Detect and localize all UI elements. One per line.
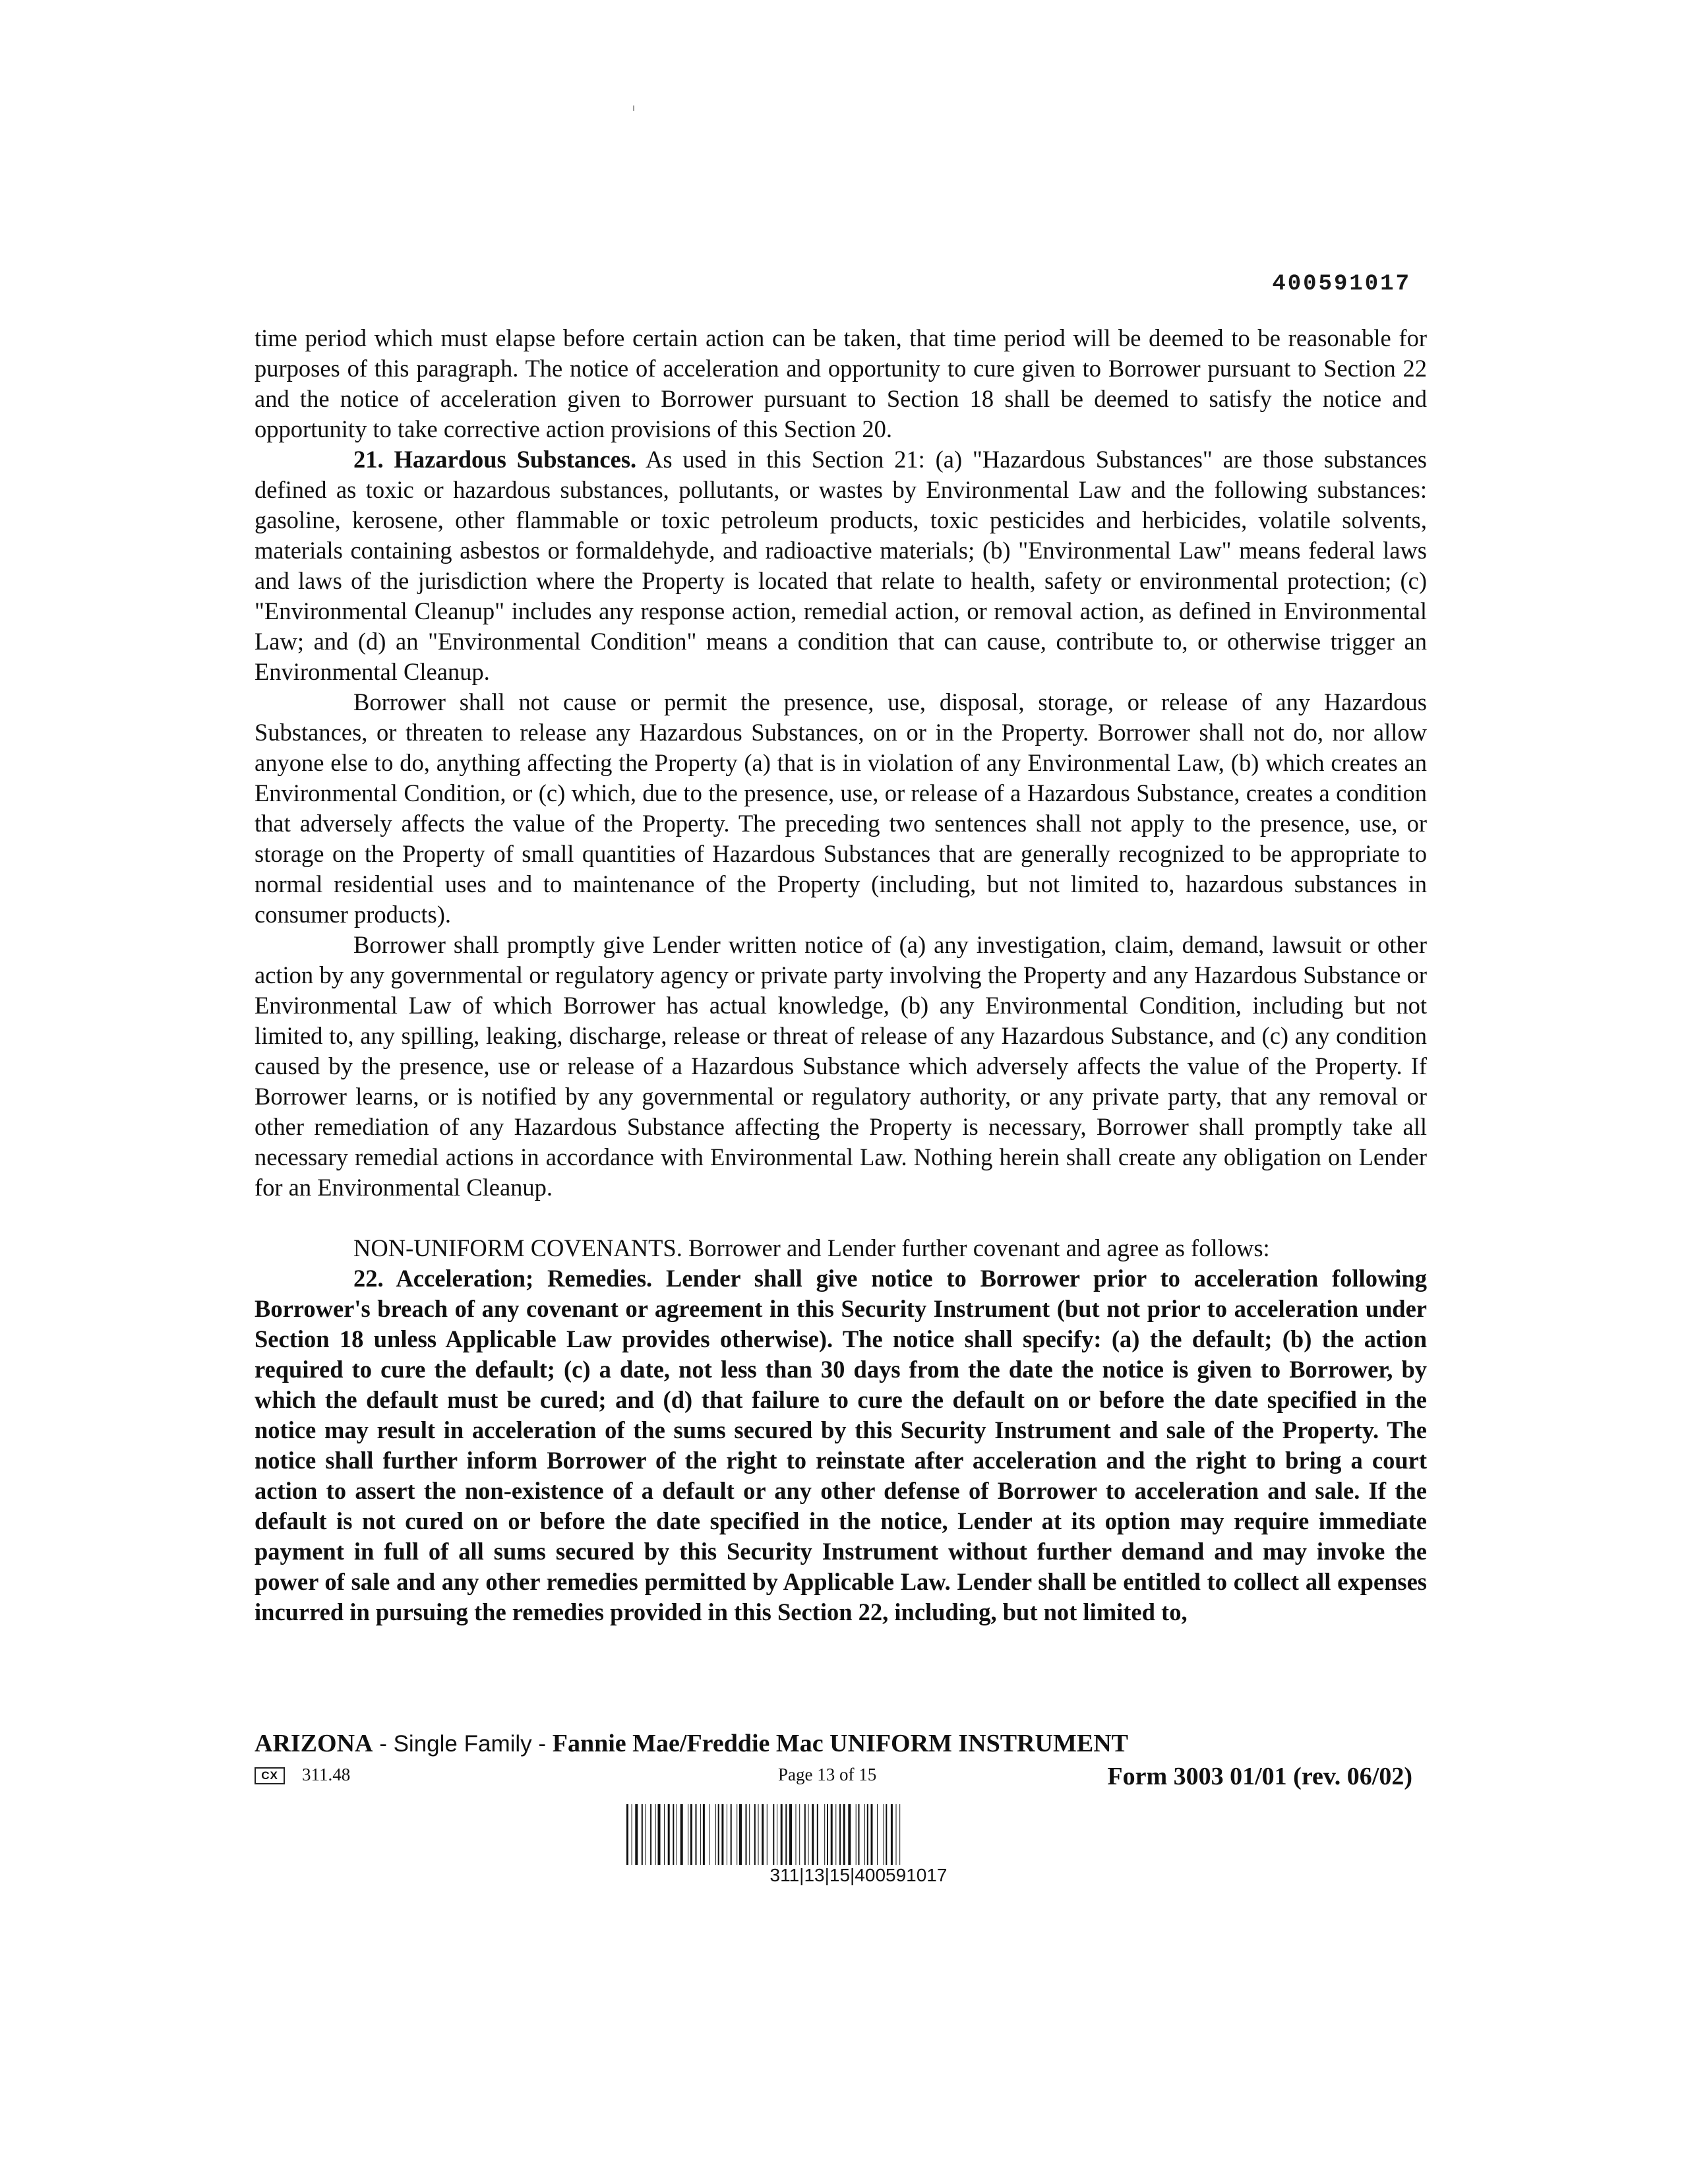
footer-page-number: Page 13 of 15 <box>778 1765 877 1784</box>
footer-separator: - <box>531 1731 553 1757</box>
barcode-bar <box>754 1804 756 1865</box>
footer-separator: - <box>373 1731 394 1757</box>
barcode-bar <box>700 1804 701 1865</box>
barcode-bar <box>673 1804 674 1865</box>
barcode-bar <box>835 1804 836 1865</box>
barcode-bar <box>749 1804 750 1865</box>
footer-form-code: 311.48 <box>302 1765 351 1784</box>
barcode-bar <box>718 1804 719 1865</box>
barcode-bar <box>871 1804 873 1865</box>
barcode-bar <box>655 1804 656 1865</box>
barcode-caption: 311|13|15|400591017 <box>769 1865 948 1885</box>
barcode-bar <box>739 1804 742 1865</box>
barcode-bar <box>746 1804 747 1865</box>
barcode-bar <box>799 1804 800 1865</box>
barcode-bar <box>731 1804 732 1865</box>
barcode-bar <box>817 1804 818 1865</box>
barcode-bar <box>789 1804 792 1865</box>
barcode-bar <box>896 1804 897 1865</box>
section-22-text: Lender shall give notice to Borrower prior to acceleration following Borrower's breach of any covenant or agreement in this Security Instrument (but not prior to acceleration under Section 18 unless Applicable Law provides otherwise). The notice shall specify: (a) the default; (b) the action required to cure the default; (c) a date, not less than 30 days from the date the notice is given to Borrower, by which the default must be cured; and (d) that failure to cure the default on or before the date specified in the notice may result in acceleration of the sums secured by this Security Instrument and sale of the Property. The notice shall further inform Borrower of the right to reinstate after acceleration and the right to bring a court action to assert the non-existence of a default or any other defense of Borrower to acceleration and sale. If the default is not cured on or before the date specified in the notice, Lender at its option may require immediate payment in full of all sums secured by this Security Instrument without further demand and may invoke the power of sale and any other remedies permitted by Applicable Law. Lender shall be entitled to collect all expenses incurred in pursuing the remedies provided in this Section 22, including, but not limited to, <box>255 1265 1427 1625</box>
barcode-bar <box>785 1804 787 1865</box>
barcode-bar <box>808 1804 809 1865</box>
barcode-bar <box>877 1804 878 1865</box>
barcode-bar <box>839 1804 841 1865</box>
scan-artifact <box>633 106 634 111</box>
section-22-heading: 22. Acceleration; Remedies. <box>353 1265 653 1292</box>
barcode-bar <box>690 1804 692 1865</box>
barcode-bar <box>626 1804 628 1865</box>
document-number: 400591017 <box>1272 272 1411 297</box>
barcode-bar <box>664 1804 665 1865</box>
barcode-bar <box>812 1804 814 1865</box>
barcode-bar <box>891 1804 893 1865</box>
footer-instrument-title <box>255 1729 1128 1758</box>
barcode-bar <box>696 1804 697 1865</box>
paragraph-section-21 <box>255 444 1427 687</box>
footer-state: ARIZONA <box>255 1730 373 1757</box>
footer-instrument: Fannie Mae/Freddie Mac UNIFORM INSTRUMENT <box>552 1730 1128 1757</box>
barcode-bar <box>703 1804 705 1865</box>
barcode-bar <box>886 1804 887 1865</box>
barcode-bar <box>899 1804 900 1865</box>
section-21-text: As used in this Section 21: (a) "Hazardous Substances" are those substances defined as toxic or hazardous substances, pollutants, or wastes by Environmental Law and the following substances: gasoline, kerosene, other flammable or toxic petroleum products, toxic pesticides and herbicides, volatile solvents, materials containing asbestos or formaldehyde, and radioactive materials; (b) "Environmental Law" means federal laws and laws of the jurisdiction where the Property is located that relate to health, safety or environmental protection; (c) "Environmental Cleanup" includes any response action, remedial action, or removal action, as defined in Environmental Law; and (d) an "Environmental Condition" means a condition that can cause, contribute to, or otherwise trigger an Environmental Cleanup. <box>255 446 1427 685</box>
paragraph-section-20-continuation: time period which must elapse before certain action can be taken, that time period will be deemed to be reasonable for purposes of this paragraph. The notice of acceleration and opportunity to cure given to Borrower pursuant to Section 22 and the notice of acceleration given to Borrower pursuant to Section 18 shall be deemed to satisfy the notice and opportunity to take corrective action provisions of this Section 20. <box>255 324 1427 442</box>
barcode-bar <box>859 1804 860 1865</box>
barcode-bar <box>867 1804 868 1865</box>
barcode-bar <box>668 1804 670 1865</box>
barcode-bar <box>831 1804 833 1865</box>
section-21-heading: 21. Hazardous Substances. <box>353 446 637 473</box>
barcode-bar <box>762 1804 764 1865</box>
barcode-bar <box>781 1804 783 1865</box>
cx-logo-icon: CX <box>255 1767 285 1784</box>
barcode-bar <box>796 1804 797 1865</box>
barcode-bar <box>715 1804 716 1865</box>
paragraph-section-22 <box>255 1263 1427 1627</box>
barcode-bar <box>827 1804 828 1865</box>
non-uniform-covenants-intro: NON-UNIFORM COVENANTS. Borrower and Lender further covenant and agree as follows: <box>353 1234 1270 1261</box>
footer-row <box>255 1762 1412 1795</box>
barcode-bar <box>864 1804 865 1865</box>
barcode-bar <box>635 1804 638 1865</box>
barcode-bar <box>773 1804 774 1865</box>
barcode-bar <box>758 1804 759 1865</box>
footer-form-id: Form 3003 01/01 (rev. 06/02) <box>1107 1763 1412 1790</box>
paragraph-spacer <box>255 1203 1427 1233</box>
barcode-bar <box>824 1804 825 1865</box>
document-body <box>255 323 1427 1627</box>
barcode-bar <box>658 1804 661 1865</box>
barcode-bar <box>848 1804 851 1865</box>
paragraph-borrower-notice: Borrower shall promptly give Lender written notice of (a) any investigation, claim, demand, lawsuit or other action by any governmental or regulatory agency or private party involving the Property and any Hazardous Substance or Environmental Law of which Borrower has actual knowledge, (b) any Environmental Condition, including but not limited to, any spilling, leaking, discharge, release or threat of release of any Hazardous Substance, and (c) any condition caused by the presence, use or release of a Hazardous Substance which adversely affects the value of the Property. If Borrower learns, or is notified by any governmental or regulatory authority, or any private party, that any removal or other remediation of any Hazardous Substance affecting the Property is necessary, Borrower shall promptly take all necessary remedial actions in accordance with Environmental Law. Nothing herein shall create any obligation on Lender for an Environmental Cleanup. <box>255 931 1427 1201</box>
paragraph-borrower-restrictions: Borrower shall not cause or permit the presence, use, disposal, storage, or release of any Hazardous Substances, or threaten to release any Hazardous Substances, on or in the Property. Borrower shall not do, nor allow anyone else to do, anything affecting the Property (a) that is in violation of any Environmental Law, (b) which creates an Environmental Condition, or (c) which, due to the presence, use, or release of a Hazardous Substance, creates a condition that adversely affects the value of the Property. The preceding two sentences shall not apply to the presence, use, or storage on the Property of small quantities of Hazardous Substances that are generally recognized to be appropriate to normal residential uses and to maintenance of the Property (including, but not limited to, hazardous substances in consumer products). <box>255 688 1427 928</box>
barcode-bar <box>650 1804 651 1865</box>
barcode-bar <box>721 1804 723 1865</box>
barcode-bar <box>642 1804 643 1865</box>
barcode <box>626 1804 1091 1865</box>
barcode-bar <box>843 1804 845 1865</box>
barcode-bar <box>767 1804 768 1865</box>
barcode-bar <box>804 1804 806 1865</box>
barcode-bar <box>680 1804 683 1865</box>
footer-property-type: Single Family <box>393 1731 532 1757</box>
barcode-bar <box>856 1804 857 1865</box>
